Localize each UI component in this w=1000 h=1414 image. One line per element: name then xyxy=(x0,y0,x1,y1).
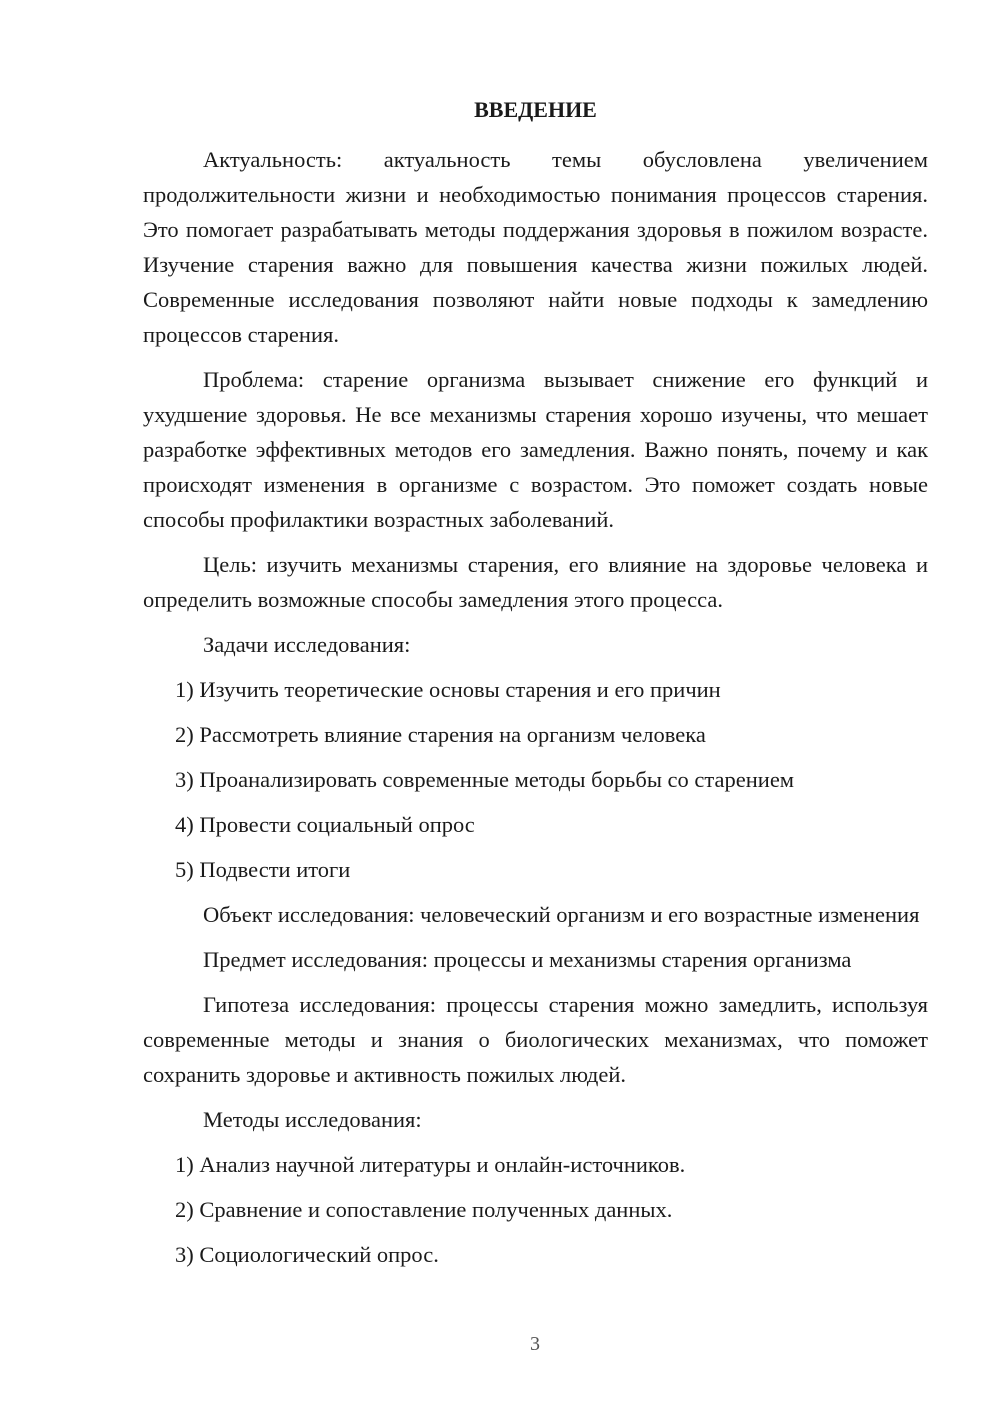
hypothesis-paragraph: Гипотеза исследования: процессы старения можно замедлить, используя современные методы и знания о биологических механизмах, что поможет сохранить здоровье и активность пожилых людей. xyxy=(143,992,928,1087)
tasks-list xyxy=(143,672,928,887)
page-number: 3 xyxy=(530,1333,540,1355)
list-item: 2) Сравнение и сопоставление полученных данных. xyxy=(175,1197,673,1222)
tasks-label: Задачи исследования: xyxy=(203,632,411,657)
page-title: ВВЕДЕНИЕ xyxy=(474,97,597,122)
problem-paragraph: Проблема: старение организма вызывает снижение его функций и ухудшение здоровья. Не все механизмы старения хорошо изучены, что мешает разработке эффективных методов его замедления. Важно понять, почему и как происходят изменения в организме с возрастом. Это поможет создать новые способы профилактики возрастных заболеваний. xyxy=(143,367,928,532)
list-item: 5) Подвести итоги xyxy=(175,857,351,882)
goal-paragraph: Цель: изучить механизмы старения, его влияние на здоровье человека и определить возможные способы замедления этого процесса. xyxy=(143,552,928,612)
list-item: 4) Провести социальный опрос xyxy=(175,812,475,837)
list-item: 3) Проанализировать современные методы борьбы со старением xyxy=(175,767,795,792)
list-item: 1) Анализ научной литературы и онлайн-источников. xyxy=(175,1152,686,1177)
methods-list xyxy=(143,1147,928,1272)
list-item: 3) Социологический опрос. xyxy=(175,1242,439,1267)
document-body xyxy=(143,92,928,1282)
list-item: 2) Рассмотреть влияние старения на организм человека xyxy=(175,722,706,747)
methods-label: Методы исследования: xyxy=(203,1107,422,1132)
object-paragraph: Объект исследования: человеческий организм и его возрастные изменения xyxy=(203,902,920,927)
subject-paragraph: Предмет исследования: процессы и механизмы старения организма xyxy=(203,947,852,972)
list-item: 1) Изучить теоретические основы старения и его причин xyxy=(175,677,721,702)
relevance-paragraph: Актуальность: актуальность темы обусловлена увеличением продолжительности жизни и необходимостью понимания процессов старения. Это помогает разрабатывать методы поддержания здоровья в пожилом возрасте. Изучение старения важно для повышения качества жизни пожилых людей. Современные исследования позволяют найти новые подходы к замедлению процессов старения. xyxy=(143,147,928,347)
